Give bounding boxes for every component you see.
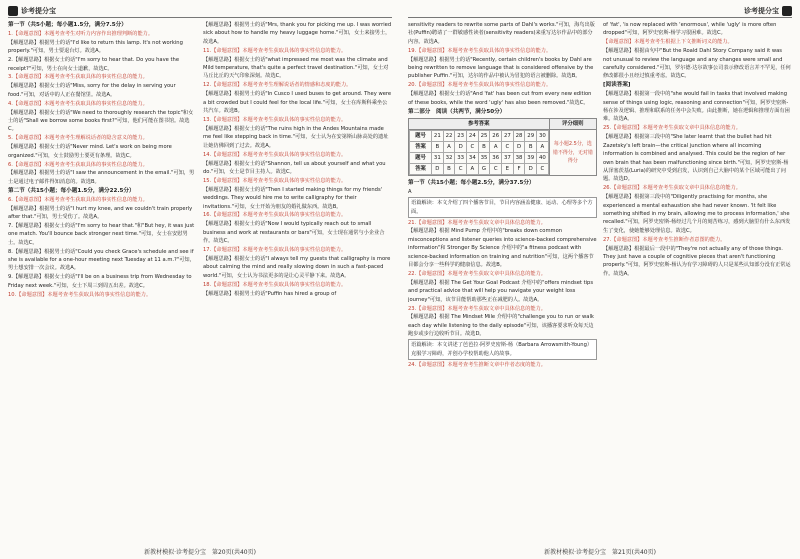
answer-cell: E xyxy=(502,164,514,175)
explanation-paragraph: 【解题思路】根据第三段中的"Diligently practising for months, she experienced a mental exhaustion she had never known. 'It felt like something shifted in my brain, allowing me to process information,' she recalled."可知，阿罗史密斯-杨经过几个月的刻苦练习，感到大脑里有什么东西发生了变化，使她能够处理信息。故选C。 xyxy=(603,194,791,234)
answer-cell: 39 xyxy=(525,153,537,164)
question-intent: 19.【命题意图】本题考查考生获取具体的事实性信息的能力。 xyxy=(408,47,552,54)
question-intent: 27.【命题意图】本题考查考生推断作者意图的能力。 xyxy=(603,236,726,243)
answer-cell: 40 xyxy=(537,153,549,164)
answer-cell: G xyxy=(478,164,490,175)
explanation-paragraph: 【解题思路】根据男士的话"Mrs, thank you for picking me up. I was worried sick about how to handle my heavy luggage home."可知，女士来接男士，故选A。 xyxy=(203,22,392,45)
answer-cell: 21 xyxy=(432,131,444,142)
explanation-paragraph: 【解题思路】根据 The Mindset Mile 介绍中的"challenge you to run or walk each day while listening to the daily episode"可知，该播客要求听众每天边跑步或步行边收听节目。故选D。 xyxy=(408,314,594,338)
answer-cell: B xyxy=(443,164,455,175)
answer-cell: A xyxy=(443,142,455,153)
section-heading: 第二部分 阅读（共两节，满分50分） xyxy=(408,108,506,115)
answer-row-label: 题号 xyxy=(410,131,432,142)
answer-cell: 31 xyxy=(432,153,444,164)
answer-cell: B xyxy=(525,142,537,153)
explanation-paragraph: 【解题思路】根据女士的话"Then I started making things for my friends' weddings. They would hire me to write calligraphy for their invitations."可知，女士开始为朋友的婚礼做东西。故选B。 xyxy=(203,186,383,210)
answer-cell: 38 xyxy=(513,153,525,164)
left-column-1 xyxy=(8,21,197,541)
explanation-paragraph: 【解题思路】根据男士的话"I'd like to return this lamp. It's not working properly."可知，男士要退台灯。故选A。 xyxy=(8,39,183,55)
question-intent: 【命题意图】本题考查考生根据上下文推断词义的能力。 xyxy=(603,39,733,46)
answer-row xyxy=(410,164,549,175)
question-intent: 25.【命题意图】本题考查考生获取文章中具体信息的能力。 xyxy=(603,125,741,132)
answer-cell: 35 xyxy=(478,153,490,164)
question-intent: 21.【命题意图】本题考查考生获取文章中具体信息的能力。 xyxy=(408,219,546,226)
question-intent: 12.【命题意图】本题考查考生理解说话者的情感和态度的能力。 xyxy=(203,82,352,89)
answer-row-label: 题号 xyxy=(410,153,432,164)
explanation-paragraph: A xyxy=(408,189,412,196)
right-page xyxy=(400,0,800,559)
right-header-title: 诊考提分宝 xyxy=(744,6,779,15)
explanation-paragraph: 【解题思路】根据 The Get Your Goal Podcast 介绍中的"offers mindset tips and practical advice that will help you navigate your weight loss journey"可知，该节目能帮助那些正在减肥的人。故选A。 xyxy=(408,279,594,303)
explanation-paragraph: 【解题思路】根据女士的话"what impressed me most was the climate and Mild temperature, that's quite a perfect travel destination."可知，女士对马丘比丘的天气印象深刻。故选C。 xyxy=(203,56,389,80)
explanation-paragraph: sensitivity readers to rewrite some parts of Dahl's works."可知，海鸟出版社(Puffin)聘请了一群敏感性读者(sensitivity readers)来重写达尔作品中的部分内容。故选A。 xyxy=(408,22,595,45)
explanation-paragraph: 【解题思路】根据男士的话"In Cusco I used buses to get around. They were a bit crowded but I could feel for the local life."可知，女士在库斯科乘坐公共汽车。故选B。 xyxy=(203,91,392,115)
question-intent: 4.【命题意图】本题考查考生获取具体的事实性信息的能力。 xyxy=(8,100,148,107)
question-intent: 10.【命题意图】本题考查考生获取具体的事实性信息的能力。 xyxy=(8,291,152,298)
answer-cell: 36 xyxy=(490,153,502,164)
question-intent: 14.【命题意图】本题考查考生获取具体的事实性信息的能力。 xyxy=(203,151,347,158)
criteria-header: 评分细则 xyxy=(549,119,597,129)
question-intent: 26.【命题意图】本题考查考生获取文章中具体信息的能力。 xyxy=(603,185,741,192)
answer-cell: 29 xyxy=(525,131,537,142)
question-intent: 20.【命题意图】本题考查考生获取具体的事实性信息的能力。 xyxy=(408,82,552,89)
left-header-title: 诊考提分宝 xyxy=(21,6,56,15)
explanation-paragraph: 【解题思路】根据女士的话"Never mind. Let's work on being more organized."可知，女士鼓励男士要更有条理。故选C。 xyxy=(8,144,172,159)
explanation-paragraph: 【解题思路】根据 Mind Pump 介绍中的"breaks down common misconceptions and listener queries into science-backed comprehensive information"和 Stronger By Science 介绍中的"a fitness podcast with science-backed information on training and nutrition"可知，这两个播客节目都会分享一些科学的健康信息。故选B。 xyxy=(408,228,597,269)
answer-cell: 32 xyxy=(443,153,455,164)
answer-cell: B xyxy=(432,142,444,153)
criteria-text: 每小题2.5分，选错不得分，无对错得分 xyxy=(552,141,593,165)
explanation-paragraph: 【解题思路】根据男士的话"Recently, certain children's books by Dahl are being rewritten to remove language that is considered offensive by the publisher Puffin."可知，达尔的作品中被认为冒犯的语言被删除。故选B。 xyxy=(408,56,594,80)
answer-row xyxy=(410,142,549,153)
section-heading: 第一节（共15小题；每小题2.5分，满分37.5分） xyxy=(408,180,535,187)
answer-grid xyxy=(409,130,549,175)
left-footer: 新教材模拟·诊考提分宝 第20页(共40页) xyxy=(144,549,256,556)
answer-cell: 30 xyxy=(537,131,549,142)
answer-table xyxy=(408,118,597,176)
question-intent: 23.【命题意图】本题考查考生获取文章中具体信息的能力。 xyxy=(408,305,546,312)
passage-summary: 语篇解读：本文介绍了四个播客节目，节目内容涵盖健康、运动、心理等多个方面。 xyxy=(408,197,597,218)
answer-cell: 26 xyxy=(490,131,502,142)
passage-summary: 语篇解读：本文讲述了芭芭拉·阿罗史密斯-杨（Barbara Arrowsmith-Young）克服学习障碍，并创办学校帮助他人的故事。 xyxy=(408,339,597,360)
right-column-2 xyxy=(603,21,792,541)
answer-cell: 37 xyxy=(502,153,514,164)
question-intent: 3.【命题意图】本题考查考生获取具体的事实性信息的能力。 xyxy=(8,74,148,81)
explanation-paragraph: 【解题思路】根据最后一段中的"They're not actually any of those things. They just have a couple of cognitive pieces that aren't functioning properly."可知，阿罗史密斯-杨认为有学习障碍的人只是某些认知部分没有正常运作。故选A。 xyxy=(603,245,791,277)
explanation-paragraph: 【解题思路】根据女士的话"I always tell my guests that calligraphy is more about calming the mind and really slowing down in such a fast-paced world."可知，女士认为书法更多的是让心灵平静下来。故选A。 xyxy=(203,255,391,279)
right-footer: 新教材模拟·诊考提分宝 第21页(共40页) xyxy=(544,549,656,556)
section-heading: [阅读答案] xyxy=(603,82,631,89)
explanation-paragraph: 【解题思路】根据女士的话"And 'fat' has been cut from every new edition of these books, while the word 'ugly' has also been removed."故选C。 xyxy=(408,91,592,106)
question-intent: 24.【命题意图】本题考查考生推断文章中作者态度的能力。 xyxy=(408,361,546,368)
answer-row xyxy=(410,153,549,164)
answer-cell: A xyxy=(537,142,549,153)
answer-row xyxy=(410,131,549,142)
left-column-2 xyxy=(203,21,392,541)
answer-cell: C xyxy=(490,164,502,175)
explanation-paragraph: 7.【解题思路】根据女士的话"I'm sorry to hear that."和"But hey, it was just one match. You'll bounce back stronger next time."可知，女士在安慰男士。故选C。 xyxy=(8,222,195,246)
question-intent: 16.【命题意图】本题考查考生获取具体的事实性信息的能力。 xyxy=(203,212,347,219)
answer-cell: C xyxy=(502,142,514,153)
explanation-paragraph: 【解题思路】根据男士的话"I saw the announcement in the email."可知，男士是通过电子邮件得知消息的。故选B。 xyxy=(8,170,195,185)
answer-cell: 25 xyxy=(478,131,490,142)
section-heading: 第二节（共15小题；每小题1.5分，满分22.5分） xyxy=(8,187,135,194)
explanation-paragraph: 2.【解题思路】根据女士的话"I'm sorry to hear that. Do you have the receipt?"可知，男士在向女士道歉，故选C。 xyxy=(8,57,180,72)
answer-cell: 27 xyxy=(502,131,514,142)
answer-cell: B xyxy=(478,142,490,153)
explanation-paragraph: 【解题思路】根据女士的话"Now I would typically reach out to small business and work at restaurants or bars"可知，女士现在通常与小企业合作。故选C。 xyxy=(203,221,385,245)
right-column-1 xyxy=(408,21,597,541)
explanation-paragraph: 【解题思路】根据男士的话"Puffin has hired a group of xyxy=(203,290,337,297)
answer-cell: 28 xyxy=(513,131,525,142)
question-intent: 18.【命题意图】本题考查考生获取具体的事实性信息的能力。 xyxy=(203,281,347,288)
explanation-paragraph: 【解题思路】根据第三段中的"She later learnt that the bullet had hit Zazetsky's left brain—the critical junction where all incoming information is combined and analysed. This could be the region of her own brain that has been malfunctioning since birth."可知，阿罗史密斯-杨从泽塞茨基(Luria)的研究中受到启发，认识到自己大脑中的某个区域可能出了问题。故选D。 xyxy=(603,134,789,183)
question-intent: 13.【命题意图】本题考查考生获取具体的事实性信息的能力。 xyxy=(203,116,347,123)
section-heading: 第一节（共5小题；每小题1.5分，满分7.5分） xyxy=(8,22,127,28)
right-header xyxy=(408,4,792,18)
question-intent: 5.【命题意图】本题考查考生理解说话者的隐含意义的能力。 xyxy=(8,135,148,142)
answer-cell: F xyxy=(513,164,525,175)
answer-cell: 22 xyxy=(443,131,455,142)
answer-cell: 33 xyxy=(455,153,467,164)
answer-cell: D xyxy=(525,164,537,175)
question-intent: 6.【命题意图】本题考查考生获取具体的事实性信息的能力。 xyxy=(8,196,148,203)
answer-row-label: 答案 xyxy=(410,142,432,153)
question-intent: 11.【命题意图】本题考查考生获取具体的事实性信息的能力。 xyxy=(203,47,347,54)
explanation-paragraph: 【解题思路】根据男士的话"I hurt my knee, and we couldn't train properly after that."可知，男士受伤了。故选A。 xyxy=(8,205,193,220)
explanation-paragraph: 9.【解题思路】根据女士的话"I'll be on a business trip from Wednesday to Friday next week."可知，女士下周三到周五出差。故选C。 xyxy=(8,274,192,289)
answer-cell: A xyxy=(490,142,502,153)
answer-cell: C xyxy=(455,164,467,175)
explanation-paragraph: 【解题思路】根据女士的话"The ruins high in the Andes Mountains made me feel like stepping back in time."可知，女士认为在安第斯山脉高处的遗址让她仿佛回到了过去。故选A。 xyxy=(203,125,389,149)
question-intent: 15.【命题意图】本题考查考生获取具体的事实性信息的能力。 xyxy=(203,177,347,184)
answer-cell: D xyxy=(432,164,444,175)
explanation-paragraph: 【解题思路】根据女士的话"We need to thoroughly research the topic"和女士的话"Shall we borrow some books first?"可知，他们可能在图书馆。故选C。 xyxy=(8,109,194,133)
answer-cell: C xyxy=(537,164,549,175)
book-logo-icon xyxy=(782,6,792,16)
answer-cell: 34 xyxy=(467,153,479,164)
explanation-paragraph: 【解题思路】根据女士的话"Miss, sorry for the delay in serving your food."可知，对话中的人正在餐馆里。故选A。 xyxy=(8,83,176,98)
left-header xyxy=(8,4,392,18)
explanation-paragraph: of 'fat', 'is now replaced with 'enormous', while 'ugly' is more often dropped"可知，阿罗史密斯-杨学习很困难。故选C。 xyxy=(603,22,777,37)
answer-cell: C xyxy=(467,142,479,153)
explanation-paragraph: 8.【解题思路】根据男士的话"Could you check Grace's schedule and see if she is available for a one-hour meeting next Tuesday at 11 a.m.?"可知，男士想安排一次会议。故选A。 xyxy=(8,248,195,272)
answer-cell: D xyxy=(455,142,467,153)
answer-cell: A xyxy=(467,164,479,175)
book-logo-icon xyxy=(8,6,18,16)
answer-cell: 23 xyxy=(455,131,467,142)
explanation-paragraph: 【解题思路】根据女士的话"Shannon, tell us about yourself and what you do."可知，女士是节目主持人。故选C。 xyxy=(203,160,386,175)
explanation-paragraph: 【解题思路】根据由句中"But the Roald Dahl Story Company said it was not unusual to review the language and any changes were small and carefully considered."可知，罗尔德·达尔故事公司表示修改语言并不罕见，任何修改都很小且经过慎重考虑。故选C。 xyxy=(603,48,791,80)
explanation-paragraph: 【解题思路】根据第一段中的"she would fail in tasks that involved making sense of things using logic, reasoning and connection"可知，阿罗史密斯-杨在涉及逻辑、推理和联系的任务中会失败。由此推断，她在逻辑和推理方面有困难。故选A。 xyxy=(603,91,790,123)
answer-cell: 24 xyxy=(467,131,479,142)
question-intent: 1.【命题意图】本题考查考生对听力内容作出推理判断的能力。 xyxy=(8,30,154,37)
answer-header: 参考答案 xyxy=(467,120,490,127)
question-intent: 17.【命题意图】本题考查考生获取具体的事实性信息的能力。 xyxy=(203,247,347,254)
answer-cell: D xyxy=(513,142,525,153)
answer-row-label: 答案 xyxy=(410,164,432,175)
question-intent: 6.【命题意图】本题考查考生获取具体的事实性信息的能力。 xyxy=(8,161,148,168)
question-intent: 22.【命题意图】本题考查考生获取文章中具体信息的能力。 xyxy=(408,270,546,277)
